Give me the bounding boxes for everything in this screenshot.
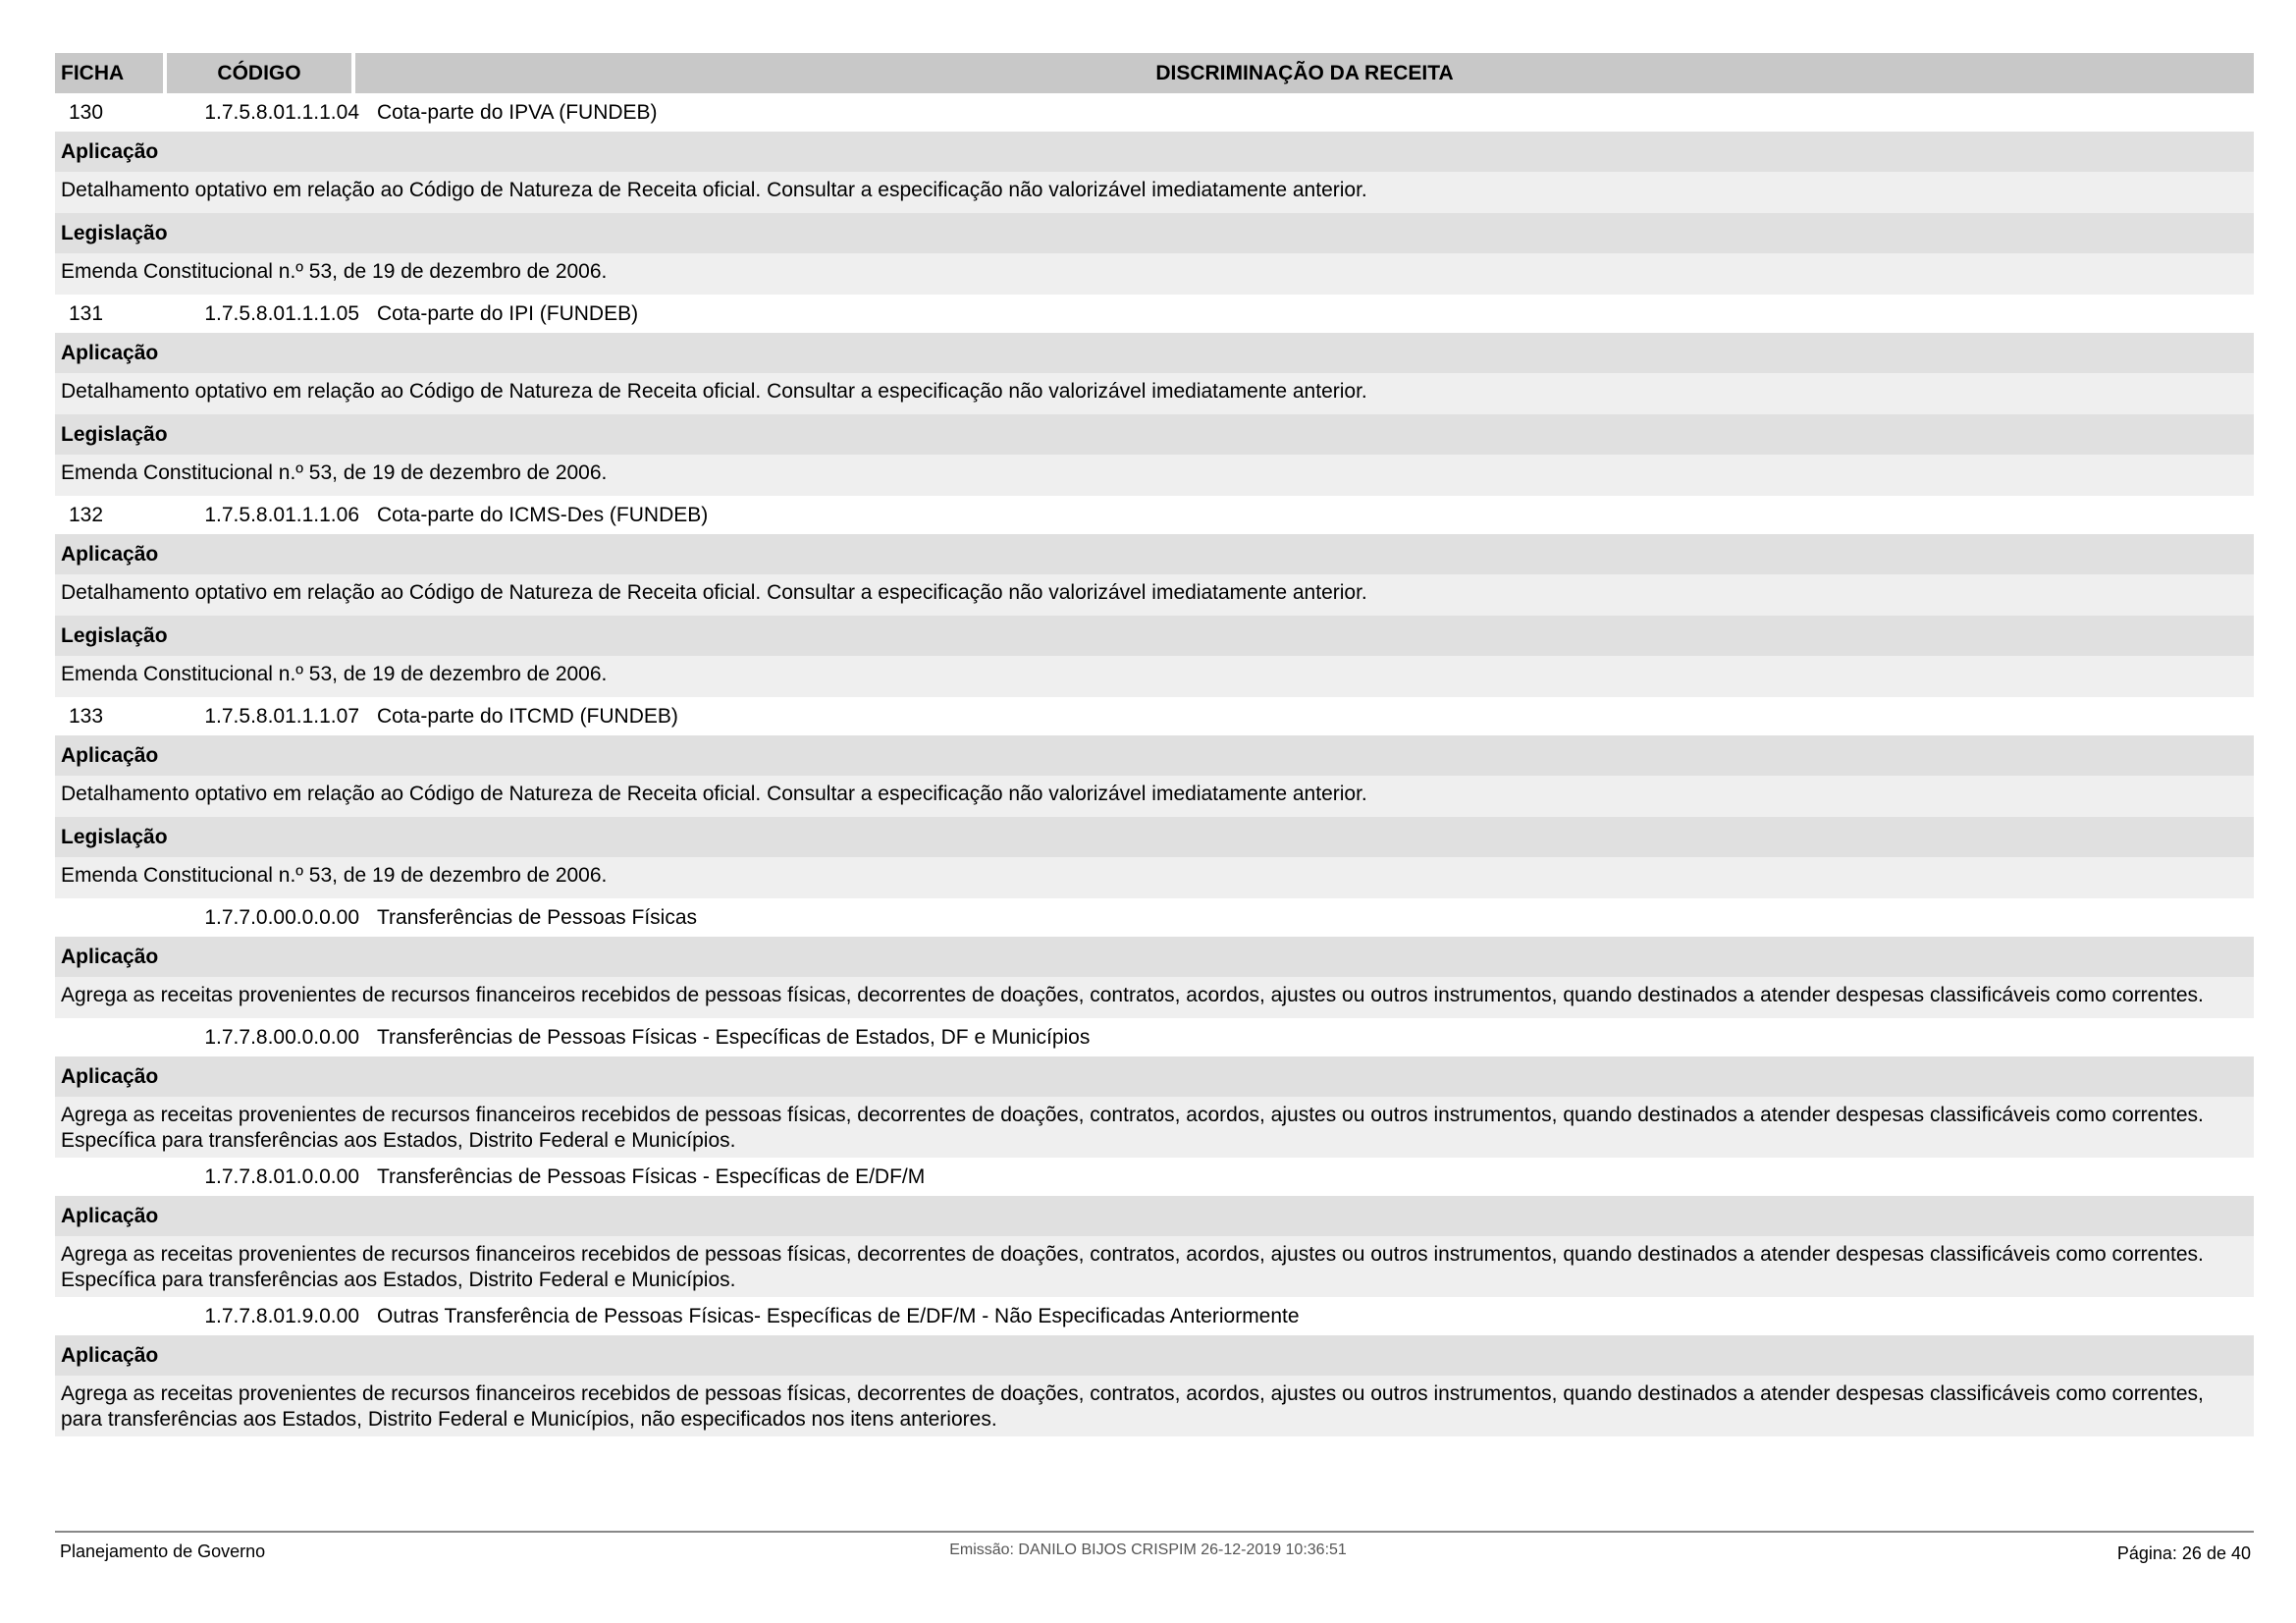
record-descricao: Cota-parte do ICMS-Des (FUNDEB) [377, 503, 709, 526]
record-row [55, 93, 2254, 132]
section-text: Emenda Constitucional n.º 53, de 19 de dezembro de 2006. [55, 656, 2254, 697]
record-row [55, 697, 2254, 735]
record-descricao: Cota-parte do IPVA (FUNDEB) [377, 100, 658, 124]
record-codigo: 1.7.7.8.00.0.0.00 [204, 1025, 359, 1049]
record-codigo: 1.7.7.0.00.0.0.00 [204, 905, 359, 929]
section-text: Agrega as receitas provenientes de recursos financeiros recebidos de pessoas físicas, decorrentes de doações, contratos, acordos, ajustes ou outros instrumentos, quando destinados a atender despesas classificáveis como correntes. Específica para transferências aos Estados, Distrito Federal e Municípios. [55, 1097, 2254, 1158]
record-descricao: Transferências de Pessoas Físicas [377, 905, 698, 929]
section-text: Emenda Constitucional n.º 53, de 19 de dezembro de 2006. [55, 455, 2254, 496]
record-ficha: 131 [69, 301, 104, 325]
section-label: Legislação [55, 616, 2254, 656]
footer-emission: Emissão: DANILO BIJOS CRISPIM 26-12-2019 10:36:51 [949, 1542, 1347, 1558]
record-row [55, 295, 2254, 333]
record-ficha: 133 [69, 704, 104, 728]
section-text: Emenda Constitucional n.º 53, de 19 de dezembro de 2006. [55, 253, 2254, 295]
section-text: Detalhamento optativo em relação ao Código de Natureza de Receita oficial. Consultar a especificação não valorizável imediatamente anterior. [55, 776, 2254, 817]
record-descricao: Cota-parte do IPI (FUNDEB) [377, 301, 639, 325]
record-descricao: Transferências de Pessoas Físicas - Específicas de Estados, DF e Municípios [377, 1025, 1091, 1049]
section-label: Aplicação [55, 1335, 2254, 1376]
section-label: Legislação [55, 213, 2254, 253]
record-codigo: 1.7.5.8.01.1.1.04 [204, 100, 359, 124]
record-ficha: 130 [69, 100, 104, 124]
table-header [55, 53, 2254, 93]
header-ficha: FICHA [61, 61, 125, 84]
record-codigo: 1.7.7.8.01.9.0.00 [204, 1304, 359, 1327]
section-label: Aplicação [55, 1196, 2254, 1236]
record-codigo: 1.7.5.8.01.1.1.07 [204, 704, 359, 728]
record-row [55, 496, 2254, 534]
footer-divider [55, 1531, 2254, 1533]
section-text: Emenda Constitucional n.º 53, de 19 de dezembro de 2006. [55, 857, 2254, 898]
section-text: Agrega as receitas provenientes de recursos financeiros recebidos de pessoas físicas, decorrentes de doações, contratos, acordos, ajustes ou outros instrumentos, quando destinados a atender despesas classificáveis como correntes. [55, 977, 2254, 1018]
record-descricao: Cota-parte do ITCMD (FUNDEB) [377, 704, 678, 728]
record-ficha: 132 [69, 503, 104, 526]
records-list [55, 93, 2254, 1436]
section-label: Aplicação [55, 1056, 2254, 1097]
header-codigo: CÓDIGO [163, 53, 351, 93]
section-text: Detalhamento optativo em relação ao Código de Natureza de Receita oficial. Consultar a especificação não valorizável imediatamente anterior. [55, 574, 2254, 616]
record-row [55, 1158, 2254, 1196]
header-discriminacao: DISCRIMINAÇÃO DA RECEITA [351, 53, 2254, 93]
section-text: Agrega as receitas provenientes de recursos financeiros recebidos de pessoas físicas, decorrentes de doações, contratos, acordos, ajustes ou outros instrumentos, quando destinados a atender despesas classificáveis como correntes. Específica para transferências aos Estados, Distrito Federal e Municípios. [55, 1236, 2254, 1297]
revenue-table [55, 53, 2254, 1436]
section-label: Aplicação [55, 937, 2254, 977]
record-codigo: 1.7.5.8.01.1.1.05 [204, 301, 359, 325]
record-row [55, 898, 2254, 937]
section-label: Aplicação [55, 333, 2254, 373]
section-label: Aplicação [55, 534, 2254, 574]
section-text: Detalhamento optativo em relação ao Código de Natureza de Receita oficial. Consultar a especificação não valorizável imediatamente anterior. [55, 373, 2254, 414]
record-row [55, 1018, 2254, 1056]
section-label: Aplicação [55, 735, 2254, 776]
record-codigo: 1.7.7.8.01.0.0.00 [204, 1164, 359, 1188]
section-text: Detalhamento optativo em relação ao Código de Natureza de Receita oficial. Consultar a especificação não valorizável imediatamente anterior. [55, 172, 2254, 213]
record-row [55, 1297, 2254, 1335]
section-label: Legislação [55, 817, 2254, 857]
section-label: Aplicação [55, 132, 2254, 172]
footer-page-number: Página: 26 de 40 [2116, 1543, 2251, 1563]
section-label: Legislação [55, 414, 2254, 455]
record-descricao: Outras Transferência de Pessoas Físicas- Específicas de E/DF/M - Não Especificadas Anteriormente [377, 1304, 1300, 1327]
record-descricao: Transferências de Pessoas Físicas - Específicas de E/DF/M [377, 1164, 926, 1188]
record-codigo: 1.7.5.8.01.1.1.06 [204, 503, 359, 526]
section-text: Agrega as receitas provenientes de recursos financeiros recebidos de pessoas físicas, decorrentes de doações, contratos, acordos, ajustes ou outros instrumentos, quando destinados a atender despesas classificáveis como correntes, para transferências aos Estados, Distrito Federal e Municípios, não especificados nos itens anteriores. [55, 1376, 2254, 1436]
footer-title: Planejamento de Governo [60, 1542, 266, 1561]
